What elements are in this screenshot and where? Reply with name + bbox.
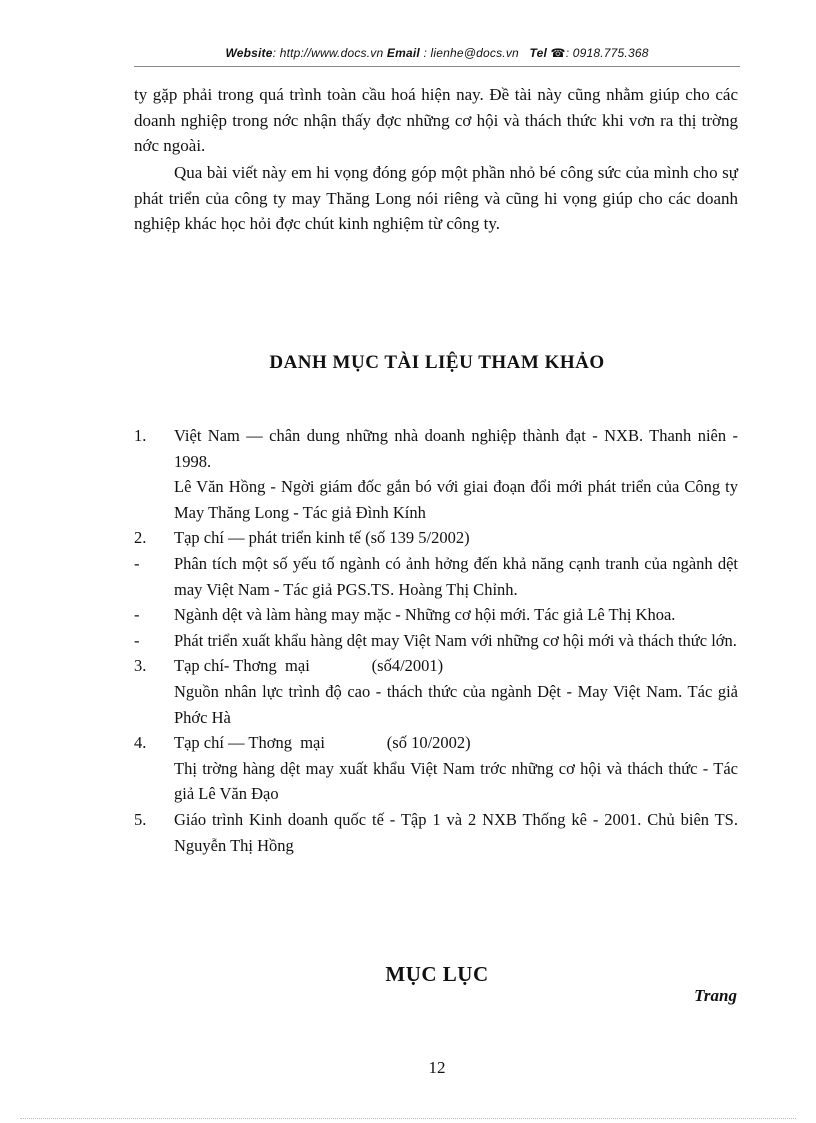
website-url[interactable]: : http://www.docs.vn [272, 46, 384, 60]
reference-note: Nguồn nhân lực trình độ cao - thách thức của ngành Dệt - May Việt Nam. Tác giả Phớc Hà [174, 681, 738, 727]
reference-marker: - [134, 630, 140, 650]
reference-text: Phát triển xuất khẩu hàng dệt may Việt Nam với những cơ hội mới và thách thức lớn. [174, 630, 737, 650]
page-number: 12 [428, 1058, 446, 1077]
reference-marker: 1. [134, 426, 147, 445]
references-list [134, 423, 738, 858]
reference-note: Lê Văn Hồng - Ngời giám đốc gắn bó với giai đoạn đổi mới phát triển của Công ty May Thăng Long - Tác giả Đình Kính [174, 477, 738, 522]
reference-item [134, 602, 738, 628]
reference-text: Việt Nam — chân dung những nhà doanh nghiệp thành đạt - NXB. Thanh niên - 1998. [174, 426, 738, 471]
reference-text: Tạp chí — Thơng mại (số 10/2002) [174, 733, 471, 753]
reference-item [134, 807, 738, 858]
tel-label: Tel ☎ [529, 46, 566, 60]
reference-item [134, 551, 738, 602]
reference-note: Thị trờng hàng dệt may xuất khẩu Việt Nam trớc những cơ hội và thách thức - Tác giả Lê Văn Đạo [174, 758, 738, 804]
email-label: Email [386, 46, 420, 60]
reference-text: Giáo trình Kinh doanh quốc tế - Tập 1 và 2 NXB Thống kê - 2001. Chủ biên TS. Nguyễn Thị Hồng [174, 809, 738, 855]
reference-item [134, 525, 738, 551]
page-header [134, 46, 740, 60]
reference-text: Ngành dệt và làm hàng may mặc - Những cơ hội mới. Tác giả Lê Thị Khoa. [174, 605, 676, 625]
reference-marker: - [134, 605, 140, 625]
tel-number: : 0918.775.368 [565, 46, 649, 60]
reference-marker: 5. [134, 809, 147, 829]
header-divider [134, 66, 740, 67]
reference-item [134, 628, 738, 654]
reference-marker: 4. [134, 733, 147, 753]
website-label: Website [225, 46, 273, 60]
reference-item [134, 423, 738, 525]
reference-text: Tạp chí- Thơng mại (số4/2001) [174, 656, 444, 676]
body-paragraph-2: Qua bài viết này em hi vọng đóng góp một phần nhỏ bé công sức của mình cho sự phát triển của công ty may Thăng Long nói riêng và cũng hi vọng giúp cho các doanh nghiệp khác học hỏi đợc chút kinh nghiệm từ công ty. [134, 163, 738, 233]
reference-marker: - [134, 553, 140, 573]
reference-text: Phân tích một số yếu tố ngành có ảnh hởng đến khả năng cạnh tranh của ngành dệt may Việt Nam - Tác giả PGS.TS. Hoàng Thị Chỉnh. [174, 553, 738, 599]
body-paragraph-1: ty gặp phải trong quá trình toàn cầu hoá hiện nay. Đề tài này cũng nhằm giúp cho các doanh nghiệp trong nớc nhận thấy đợc những cơ hội và thách thức khi vơn ra thị trờng nớc ngoài. [134, 85, 738, 155]
reference-text: Tạp chí — phát triển kinh tế (số 139 5/2002) [174, 528, 470, 548]
contents-page-label: Trang [694, 986, 737, 1005]
contents-heading: MỤC LỤC [385, 962, 489, 986]
page-bottom-edge [20, 1118, 796, 1119]
reference-item [134, 653, 738, 730]
reference-item [134, 730, 738, 807]
reference-marker: 2. [134, 528, 147, 548]
reference-marker: 3. [134, 656, 147, 676]
references-heading: DANH MỤC TÀI LIỆU THAM KHẢO [269, 352, 605, 373]
email-address[interactable]: : lienhe@docs.vn [419, 46, 519, 60]
